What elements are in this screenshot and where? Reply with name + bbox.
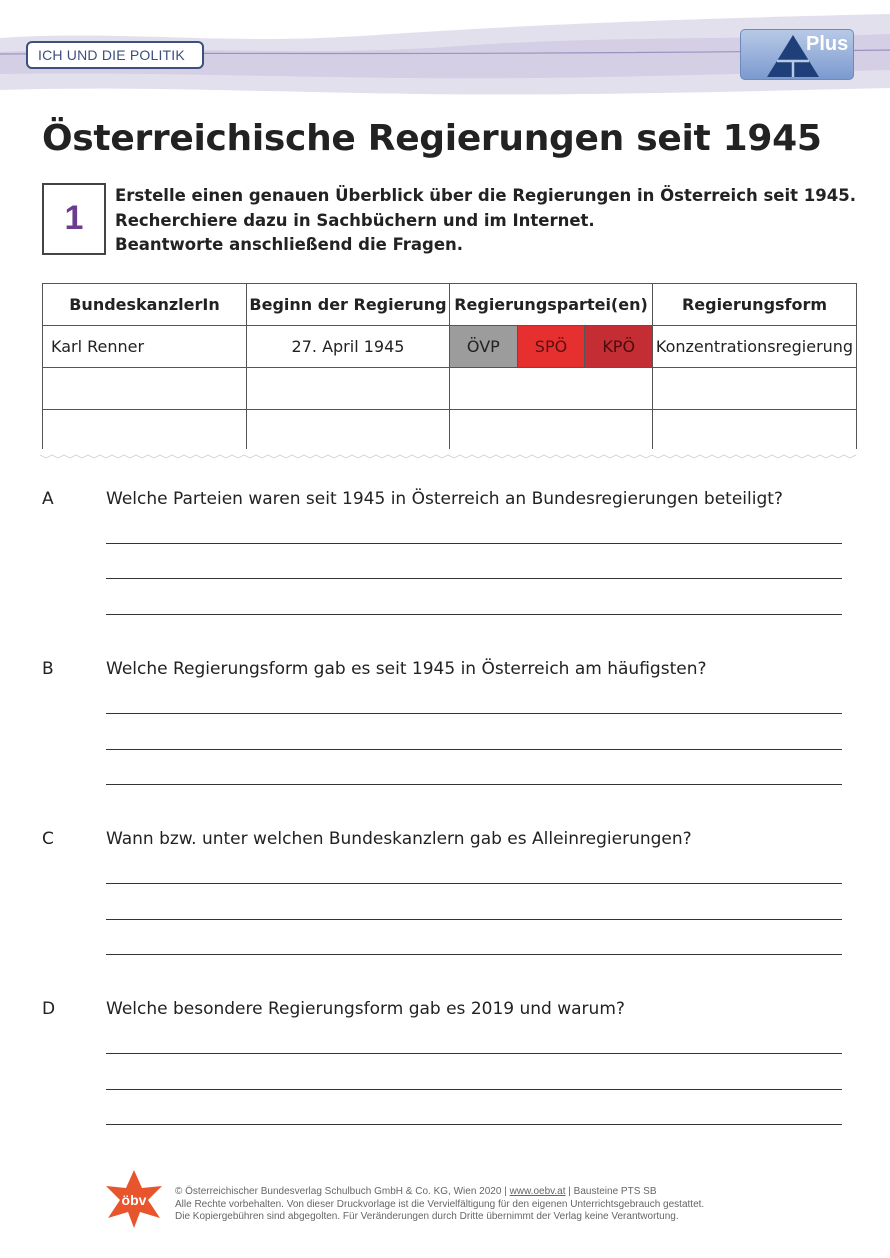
page-title: Österreichische Regierungen seit 1945 — [42, 118, 822, 159]
answer-line[interactable] — [106, 784, 842, 785]
answer-line[interactable] — [106, 1089, 842, 1090]
question-text: Welche Regierungsform gab es seit 1945 in Österreich am häufigsten? — [106, 659, 707, 679]
footer-copyright — [175, 1186, 704, 1224]
party-spo: SPÖ — [517, 326, 585, 367]
answer-line[interactable] — [106, 954, 842, 955]
answer-line[interactable] — [106, 713, 842, 714]
table-row — [43, 326, 857, 368]
question-letter: D — [42, 999, 56, 1019]
task-line: Erstelle einen genauen Überblick über die Regierungen in Österreich seit 1945. — [115, 186, 856, 205]
footer-line2: Alle Rechte vorbehalten. Von dieser Druckvorlage ist die Vervielfältigung für den eigenen Unterrichtsgebrauch gestattet. — [175, 1198, 705, 1210]
task-line: Beantworte anschließend die Fragen. — [115, 235, 464, 254]
header-start: Beginn der Regierung — [247, 284, 450, 326]
logo-text: öbv — [121, 1192, 147, 1208]
answer-line[interactable] — [106, 919, 842, 920]
empty-cell[interactable] — [653, 368, 857, 410]
torn-edge — [40, 449, 860, 463]
answer-line[interactable] — [106, 883, 842, 884]
question-text: Wann bzw. unter welchen Bundeskanzlern gab es Alleinregierungen? — [106, 829, 692, 849]
table-row-empty — [43, 410, 857, 452]
header-parties: Regierungspartei(en) — [450, 284, 653, 326]
task-number: 1 — [42, 183, 106, 255]
question-letter: C — [42, 829, 54, 849]
header-chancellor: BundeskanzlerIn — [43, 284, 247, 326]
footer-line3: Die Kopiergebühren sind abgegolten. Für Veränderungen durch Dritte übernimmt der Verlag keine Verantwortung. — [175, 1211, 679, 1222]
empty-cell[interactable] — [450, 410, 653, 452]
plus-label: Plus — [806, 33, 849, 55]
task-line: Recherchiere dazu in Sachbüchern und im Internet. — [115, 210, 595, 230]
table-row-empty — [43, 368, 857, 410]
answer-line[interactable] — [106, 578, 842, 579]
task-instructions — [115, 184, 856, 258]
table-header-row — [43, 284, 857, 326]
question-text: Welche besondere Regierungsform gab es 2019 und warum? — [106, 999, 625, 1019]
parties-cell — [450, 326, 653, 368]
empty-cell[interactable] — [247, 410, 450, 452]
start-cell: 27. April 1945 — [247, 326, 450, 368]
footer-line1-post: | Bausteine PTS SB — [565, 1186, 657, 1197]
header-form: Regierungsform — [653, 284, 857, 326]
answer-line[interactable] — [106, 1124, 842, 1125]
question-letter: B — [42, 659, 54, 679]
answer-line[interactable] — [106, 543, 842, 544]
empty-cell[interactable] — [653, 410, 857, 452]
answer-line[interactable] — [106, 614, 842, 615]
answer-line[interactable] — [106, 1053, 842, 1054]
party-ovp: ÖVP — [450, 326, 517, 367]
empty-cell[interactable] — [450, 368, 653, 410]
form-cell: Konzentrationsregierung — [653, 326, 857, 368]
chancellor-cell: Karl Renner — [43, 326, 247, 368]
question-letter: A — [42, 489, 54, 509]
answer-line[interactable] — [106, 749, 842, 750]
oebv-logo-icon — [104, 1168, 164, 1230]
empty-cell[interactable] — [247, 368, 450, 410]
footer-line1-pre: © Österreichischer Bundesverlag Schulbuch GmbH & Co. KG, Wien 2020 | — [175, 1186, 510, 1197]
chapter-tag: ICH UND DIE POLITIK — [26, 41, 204, 69]
publisher-link[interactable]: www.oebv.at — [509, 1186, 566, 1197]
empty-cell[interactable] — [43, 410, 247, 452]
question-text: Welche Parteien waren seit 1945 in Österreich an Bundesregierungen beteiligt? — [106, 489, 783, 509]
plus-badge — [740, 29, 854, 80]
empty-cell[interactable] — [43, 368, 247, 410]
government-table — [42, 283, 857, 452]
party-kpo: KPÖ — [584, 326, 652, 367]
